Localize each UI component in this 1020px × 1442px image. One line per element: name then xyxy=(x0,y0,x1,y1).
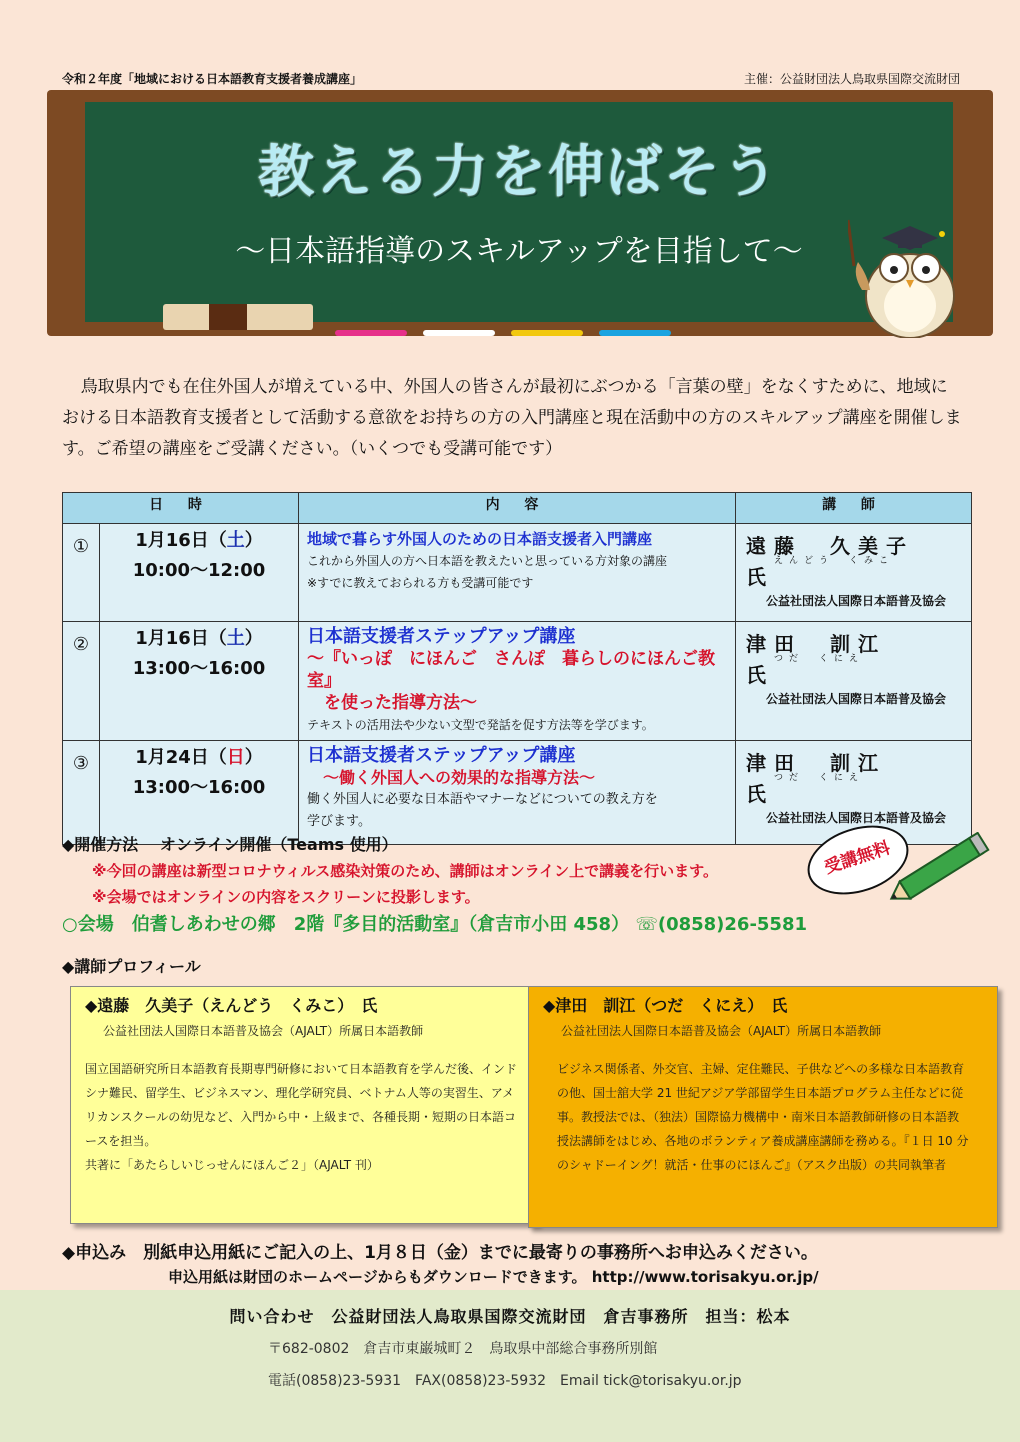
schedule-table xyxy=(62,492,972,845)
header-right: 主催：公益財団法人鳥取県国際交流財団 xyxy=(743,72,960,86)
intro-text: 鳥取県内でも在住外国人が増えている中、外国人の皆さんが最初にぶつかる「言葉の壁」をなくすために、地域における日本語教育支援者として活動する意欲をお持ちの方の入門講座と現在活動中の方のスキルアップ講座を開催します。ご希望の講座をご受講ください。（いくつでも受講可能です） xyxy=(62,377,962,459)
row-content: 日本語支援者ステップアップ講座 ～働く外国人への効果的な指導方法～ 働く外国人に必要な日本語やマナーなどについての教え方を 学びます。 xyxy=(299,741,736,845)
header-instructor: 講 師 xyxy=(736,493,972,524)
board-subtitle: ～日本語指導のスキルアップを目指して～ xyxy=(235,234,803,269)
contact-heading: 問い合わせ 公益財団法人鳥取県国際交流財団 倉吉事務所 担当：松本 xyxy=(229,1307,791,1326)
row-datetime: 1月16日（土） 10:00～12:00 xyxy=(100,524,299,622)
method-note-1: ※今回の講座は新型コロナウィルス感染対策のため、講師はオンライン上で講義を行います。 xyxy=(92,862,718,880)
chalk-blue-icon xyxy=(599,330,671,336)
contact-phone: 電話(0858)23-5931 FAX(0858)23-5932 Email tick@torisakyu.or.jp xyxy=(268,1373,742,1389)
row-content: 日本語支援者ステップアップ講座 ～『いっぽ にほんご さんぽ 暮らしのにほんご教室』 を使った指導方法～ テキストの活用法や少ない文型で発話を促す方法等を学びます。 xyxy=(299,622,736,741)
row-instructor: 津田 訓江 氏つだ くにえ 公益社団法人国際日本語普及協会 xyxy=(736,741,972,845)
profile-org: 公益社団法人国際日本語普及協会（AJALT）所属日本語教師 xyxy=(561,1024,882,1038)
header-left: 令和２年度「地域における日本語教育支援者養成講座」 xyxy=(62,72,363,86)
table-row xyxy=(63,741,972,845)
table-row xyxy=(63,622,972,741)
instructor-name: 津田 訓江 氏つだ くにえ xyxy=(746,632,914,687)
contact-address: 〒682-0802 倉吉市東巌城町２ 鳥取県中部総合事務所別館 xyxy=(268,1341,658,1357)
profile-heading: ◆講師プロフィール xyxy=(62,957,201,976)
board-title: 教える力を伸ばそう xyxy=(258,140,780,205)
header-content: 内 容 xyxy=(299,493,736,524)
venue-info: ○会場 伯耆しあわせの郷 2階『多目的活動室』（倉吉市小田 458） ☏(0858)26-5581 xyxy=(62,914,808,935)
profile-body: ビジネス関係者、外交官、主婦、定住難民、子供などへの多様な日本語教育の他、国士舘大学 21 世紀アジア学部留学生日本語プログラム主任などに従事。教授法では、（独法）国際協力機構中・南米日本語教師研修の日本語教授法講師をはじめ、各地のボランティア養成講座講師を務める。『１日 10 分のシャドーイング！就活・仕事のにほんご』（アスク出版）の共同執筆者 xyxy=(557,1062,969,1172)
instructor-name: 遠藤 久美子 氏えんどう くみこ xyxy=(746,534,942,589)
row-instructor: 津田 訓江 氏つだ くにえ 公益社団法人国際日本語普及協会 xyxy=(736,622,972,741)
method-heading: ◆開催方法 オンライン開催（Teams 使用） xyxy=(62,835,398,854)
pencil-icon xyxy=(880,832,1000,902)
eraser-icon xyxy=(163,304,313,330)
row-number: ③ xyxy=(63,741,100,845)
table-row xyxy=(63,524,972,622)
row-number: ② xyxy=(63,622,100,741)
row-instructor: 遠藤 久美子 氏えんどう くみこ 公益社団法人国際日本語普及協会 xyxy=(736,524,972,622)
apply-download-text: 申込用紙は財団のホームページからもダウンロードできます。 http://www.torisakyu.or.jp/ xyxy=(168,1268,819,1286)
method-note-2: ※会場ではオンラインの内容をスクリーンに投影します。 xyxy=(92,888,480,906)
chalkboard-surface xyxy=(85,102,953,322)
apply-text: ◆申込み 別紙申込用紙にご記入の上、1月８日（金）までに最寄りの事務所へお申込みください。 xyxy=(62,1243,818,1263)
free-badge: 受講無料 xyxy=(799,813,918,906)
profile-card-endo xyxy=(70,986,538,1224)
chalk-yellow-icon xyxy=(511,330,583,336)
row-datetime: 1月24日（日） 13:00～16:00 xyxy=(100,741,299,845)
row-datetime: 1月16日（土） 13:00～16:00 xyxy=(100,622,299,741)
profile-name: ◆遠藤 久美子（えんどう くみこ） 氏 xyxy=(85,996,378,1015)
row-number: ① xyxy=(63,524,100,622)
profile-card-tsuda xyxy=(528,986,998,1228)
chalk-white-icon xyxy=(423,330,495,336)
profile-book: 共著に「あたらしいじっせんにほんご２」（AJALT 刊） xyxy=(85,1158,379,1172)
instructor-name: 津田 訓江 氏つだ くにえ xyxy=(746,751,914,806)
chalk-pink-icon xyxy=(335,330,407,336)
row-content: 地域で暮らす外国人のための日本語支援者入門講座 これから外国人の方へ日本語を教えたいと思っている方対象の講座 ※すでに教えておられる方も受講可能です xyxy=(299,524,736,622)
profile-name: ◆津田 訓江（つだ くにえ） 氏 xyxy=(543,996,788,1015)
footer-contact xyxy=(0,1290,1020,1442)
profile-org: 公益社団法人国際日本語普及協会（AJALT）所属日本語教師 xyxy=(103,1024,424,1038)
profile-body: 国立国語研究所日本語教育長期専門研修において日本語教育を学んだ後、インドシナ難民、留学生、ビジネスマン、理化学研究員、ベトナム人等の実習生、アメリカンスクールの幼児など、入門から中・上級まで、各種長期・短期の日本語コースを担当。 xyxy=(85,1062,518,1148)
owl-teacher-icon xyxy=(848,210,968,338)
header-datetime: 日 時 xyxy=(63,493,299,524)
